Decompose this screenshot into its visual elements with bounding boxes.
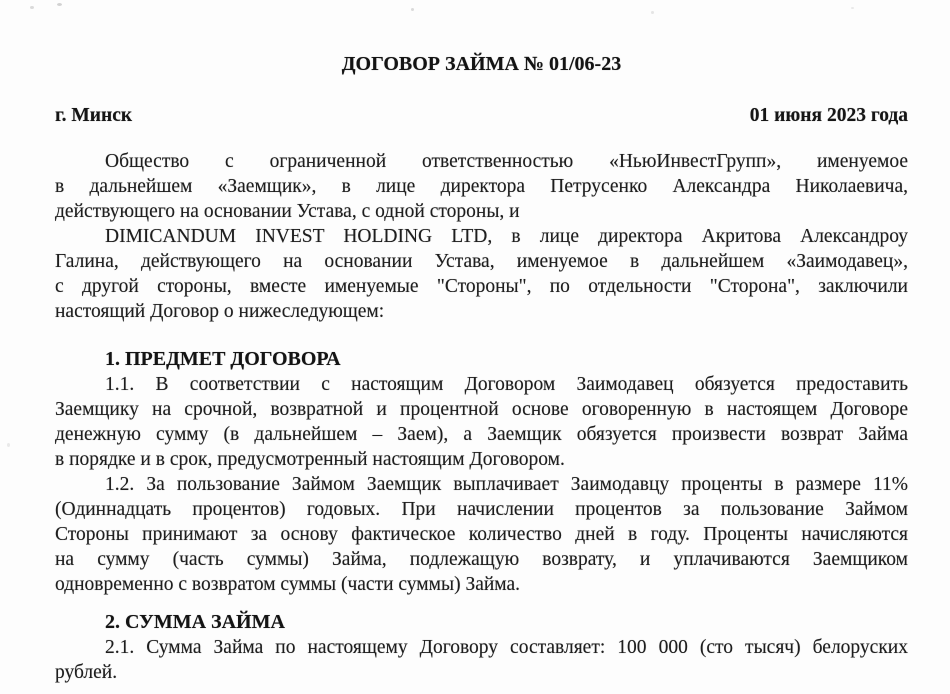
text-line: на сумму (часть суммы) Займа, подлежащую возврату, и уплачиваются Заемщиком bbox=[55, 549, 908, 570]
text-line: Галина, действующего на основании Устава, именуемое в дальнейшем «Заимодавец», bbox=[55, 251, 908, 272]
text-line: денежную сумму (в дальнейшем – Заем), а Заемщик обязуется произвести возврат Займа bbox=[55, 424, 908, 445]
text-line: рублей. bbox=[55, 662, 118, 683]
preamble-paragraph-borrower bbox=[55, 149, 908, 224]
text-line: в дальнейшем «Заемщик», в лице директора Петрусенко Александра Николаевича, bbox=[55, 176, 908, 197]
text-line: одновременно с возвратом суммы (части суммы) Займа. bbox=[55, 574, 521, 595]
text-line: Стороны принимают за основу фактическое количество дней в году. Проценты начисляются bbox=[55, 524, 908, 545]
dateline bbox=[55, 104, 908, 128]
dateline-date: 01 июня 2023 года bbox=[749, 105, 908, 126]
scan-artifact bbox=[7, 443, 10, 447]
preamble-paragraph-lender bbox=[55, 224, 908, 324]
text-line: настоящий Договор о нижеследующем: bbox=[55, 301, 385, 322]
text-line: (Одиннадцать процентов) годовых. При начислении процентов за пользование Займом bbox=[55, 499, 908, 520]
scan-artifact bbox=[57, 3, 62, 6]
section-heading-subject: 1. ПРЕДМЕТ ДОГОВОРА bbox=[105, 348, 341, 370]
scan-artifact bbox=[30, 6, 34, 9]
text-line: в порядке и в срок, предусмотренный настоящим Договором. bbox=[55, 449, 565, 470]
scan-artifact bbox=[411, 8, 414, 11]
clause-2-1 bbox=[55, 635, 908, 685]
text-line: с другой стороны, вместе именуемые "Стороны", по отдельности "Сторона", заключили bbox=[55, 276, 908, 297]
section-heading-amount: 2. СУММА ЗАЙМА bbox=[105, 611, 285, 633]
scan-artifact bbox=[651, 11, 654, 14]
text-line: 1.2. За пользование Займом Заемщик выплачивает Заимодавцу проценты в размере 11% bbox=[105, 474, 908, 495]
clause-1-2 bbox=[55, 472, 908, 597]
text-line: Заемщику на срочной, возвратной и процентной основе оговоренную в настоящем Договоре bbox=[55, 399, 908, 420]
dateline-city: г. Минск bbox=[55, 105, 133, 126]
scan-artifact bbox=[851, 7, 854, 9]
text-line: 1.1. В соответствии с настоящим Договором Заимодавец обязуется предоставить bbox=[105, 374, 908, 395]
text-line: DIMICANDUM INVEST HOLDING LTD, в лице директора Акритова Александроу bbox=[105, 226, 908, 247]
text-line: Общество с ограниченной ответственностью «НьюИнвестГрупп», именуемое bbox=[105, 151, 908, 172]
text-line: 2.1. Сумма Займа по настоящему Договору составляет: 100 000 (сто тысяч) белоруских bbox=[105, 637, 908, 658]
document-title: ДОГОВОР ЗАЙМА № 01/06-23 bbox=[341, 53, 622, 75]
text-line: действующего на основании Устава, с одной стороны, и bbox=[55, 201, 520, 222]
clause-1-1 bbox=[55, 372, 908, 472]
